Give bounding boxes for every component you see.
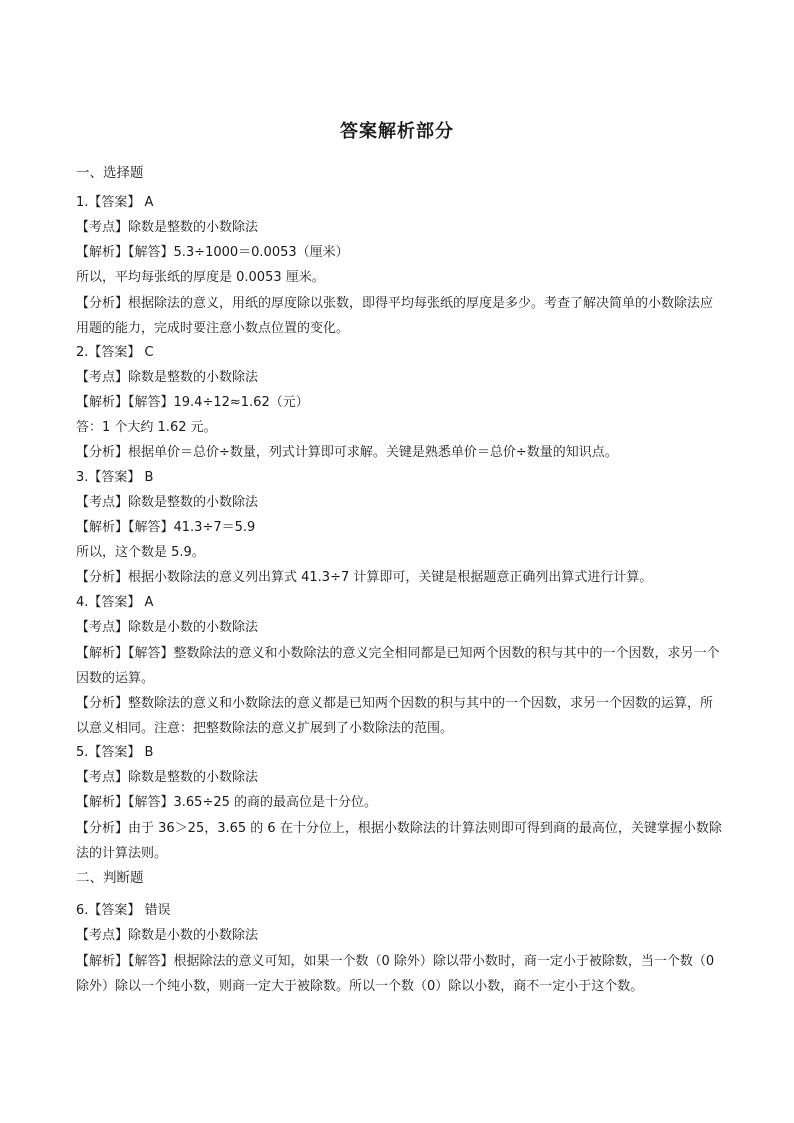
topic-4: 【考点】除数是小数的小数除法 [76,620,259,635]
topic-6: 【考点】除数是小数的小数除法 [76,928,259,943]
topic-5: 【考点】除数是整数的小数除法 [76,770,259,785]
answer-6: 6.【答案】 错误 [76,903,171,918]
answer-3: 3.【答案】 B [76,470,154,485]
conclusion-3: 所以，这个数是 5.9。 [76,545,205,560]
section-heading-choice: 一、选择题 [76,165,144,181]
topic-1: 【考点】除数是整数的小数除法 [76,220,259,235]
solution-6: 【解析】【解答】根据除法的意义可知，如果一个数（0 除外）除以带小数时，商一定小于被除数，当一个数（0 除外）除以一个纯小数，则商一定大于被除数。所以一个数（0）除以小数，商不一定小于这个数。 [76,954,715,994]
section-heading-judge: 二、判断题 [76,870,144,886]
solution-1: 【解析】【解答】5.3÷1000＝0.0053（厘米） [76,245,349,260]
topic-2: 【考点】除数是整数的小数除法 [76,370,259,385]
conclusion-1: 所以，平均每张纸的厚度是 0.0053 厘米。 [76,270,325,285]
answer-2: 2.【答案】 C [76,345,154,360]
answer-5: 5.【答案】 B [76,745,154,760]
answer-1: 1.【答案】 A [76,195,154,210]
analysis-3: 【分析】根据小数除法的意义列出算式 41.3÷7 计算即可，关键是根据题意正确列出算式进行计算。 [76,570,653,585]
analysis-5: 【分析】由于 36＞25，3.65 的 6 在十分位上，根据小数除法的计算法则即可得到商的最高位，关键掌握小数除法的计算法则。 [76,821,722,861]
solution-4: 【解析】【解答】整数除法的意义和小数除法的意义完全相同都是已知两个因数的积与其中的一个因数，求另一个因数的运算。 [76,646,720,686]
answer-4: 4.【答案】 A [76,595,154,610]
analysis-2: 【分析】根据单价＝总价÷数量，列式计算即可求解。关键是熟悉单价＝总价÷数量的知识点。 [76,445,618,460]
solution-5: 【解析】【解答】3.65÷25 的商的最高位是十分位。 [76,795,378,810]
conclusion-2: 答：1 个大约 1.62 元。 [76,420,217,435]
topic-3: 【考点】除数是整数的小数除法 [76,495,259,510]
analysis-1: 【分析】根据除法的意义，用纸的厚度除以张数，即得平均每张纸的厚度是多少。考查了解决简单的小数除法应用题的能力，完成时要注意小数点位置的变化。 [76,296,714,336]
solution-2: 【解析】【解答】19.4÷12≈1.62（元） [76,395,309,410]
page-title: 答案解析部分 [340,121,454,142]
analysis-4: 【分析】整数除法的意义和小数除法的意义都是已知两个因数的积与其中的一个因数，求另一个因数的运算，所以意义相同。注意：把整数除法的意义扩展到了小数除法的范围。 [76,696,714,736]
solution-3: 【解析】【解答】41.3÷7＝5.9 [76,520,256,535]
